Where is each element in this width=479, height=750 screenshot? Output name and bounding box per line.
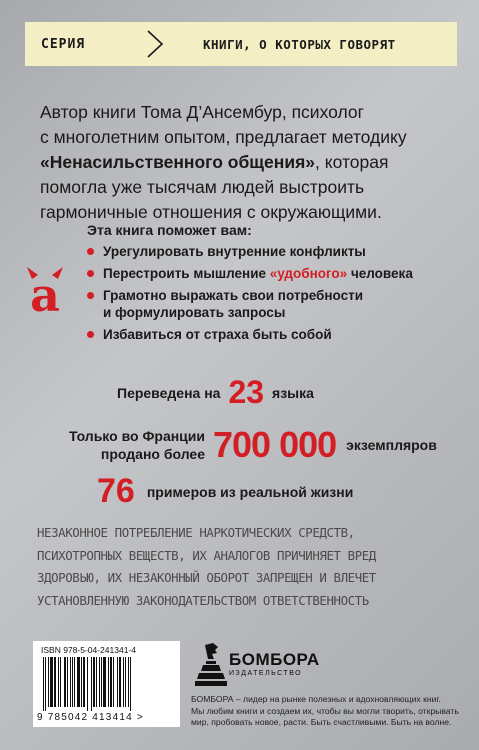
- intro-paragraph: [40, 100, 460, 225]
- barcode-bar: [130, 657, 131, 711]
- barcode-bar: [96, 657, 97, 707]
- intro-line: гармоничные отношения с окружающими.: [40, 202, 382, 222]
- barcode-bar: [72, 657, 73, 707]
- intro-line: с многолетним опытом, предлагает методику: [40, 127, 407, 147]
- sold-stat: Только во Франции продано более 700 000 экземпляров: [68, 424, 437, 465]
- barcode-bar: [74, 657, 75, 707]
- barcode-bar: [67, 657, 68, 707]
- barcode-bar: [108, 657, 109, 707]
- barcode-bars: [41, 657, 173, 711]
- benefits-list: [87, 222, 457, 348]
- series-bar: [25, 22, 457, 66]
- barcode-bar: [113, 657, 114, 707]
- bombora-knight-logo-icon: [191, 641, 231, 689]
- red-dot-bullet-icon: [87, 270, 94, 277]
- red-dot-bullet-icon: [87, 331, 94, 338]
- barcode-bar: [117, 657, 118, 707]
- barcode-bar: [87, 657, 88, 711]
- barcode-bar: [81, 657, 82, 707]
- legal-warning: НЕЗАКОННОЕ ПОТРЕБЛЕНИЕ НАРКОТИЧЕСКИХ СРЕДСТВ, ПСИХОТРОПНЫХ ВЕЩЕСТВ, ИХ АНАЛОГОВ ПРИЧИНЯЕТ ВРЕД ЗДОРОВЬЮ, ИХ НЕЗАКОННЫЙ ОБОРОТ ЗАПРЕЩЕН И ВЛЕЧЕТ УСТАНОВЛЕННУЮ ЗАКОНОДАТЕЛЬСТВОМ ОТВЕТСТВЕННОСТЬ: [37, 525, 376, 608]
- series-label: СЕРИЯ: [41, 36, 86, 52]
- barcode-bar: [125, 657, 126, 707]
- sold-number: 700 000: [213, 424, 337, 465]
- isbn-text: ISBN 978-5-04-241341-4: [41, 645, 136, 655]
- translated-number: 23: [228, 374, 265, 410]
- series-name: КНИГИ, О КОТОРЫХ ГОВОРЯТ: [203, 36, 396, 52]
- barcode-bar: [103, 657, 106, 707]
- barcode-bar: [93, 657, 95, 707]
- red-a-horns-logo-icon: [24, 265, 66, 315]
- red-dot-bullet-icon: [87, 248, 94, 255]
- barcode-bar: [77, 657, 80, 707]
- barcode-bar: [50, 657, 53, 707]
- barcode-bar: [60, 657, 61, 707]
- barcode-bar: [91, 657, 92, 711]
- intro-line: помогла уже тысячам людей выстроить: [40, 177, 365, 197]
- barcode-bar: [123, 657, 124, 707]
- list-item: Перестроить мышление «удобного» человека: [87, 265, 457, 282]
- barcode-bar: [64, 657, 66, 707]
- publisher-description: БОМБОРА – лидер на рынке полезных и вдохновляющих книг. Мы любим книги и создаем их, чтобы вы могли творить, открывать мир, пробовать новое, расти. Быть счастливыми. Быть на волне.: [191, 694, 459, 727]
- barcode-bar: [58, 657, 59, 707]
- list-item: Грамотно выражать свои потребности и формулировать запросы: [87, 287, 457, 321]
- list-item: Избавиться от страха быть собой: [87, 326, 457, 343]
- barcode-bar: [43, 657, 44, 711]
- examples-number: 76: [97, 472, 135, 510]
- intro-line: «Ненасильственного общения», которая: [40, 152, 389, 172]
- barcode-bar: [70, 657, 71, 707]
- translated-stat: Переведена на 23 языка: [117, 374, 314, 410]
- benefits-title: Эта книга поможет вам:: [87, 222, 252, 238]
- barcode-bar: [48, 657, 49, 707]
- barcode-bar: [54, 657, 56, 707]
- publisher-subtitle: ИЗДАТЕЛЬСТВО: [229, 670, 303, 677]
- barcode-digits: 9 785042 413414 >: [37, 712, 144, 723]
- barcode: [33, 641, 180, 727]
- chevron-right-icon: [143, 29, 167, 59]
- list-item: Урегулировать внутренние конфликты: [87, 243, 457, 260]
- barcode-bar: [101, 657, 102, 707]
- barcode-bar: [45, 657, 46, 711]
- publisher-name: БОМБОРА: [229, 650, 320, 669]
- red-dot-bullet-icon: [87, 292, 94, 299]
- barcode-bar: [83, 657, 85, 707]
- svg-text:a: a: [30, 268, 60, 315]
- method-name: «Ненасильственного общения»: [40, 152, 316, 172]
- barcode-bar: [110, 657, 112, 707]
- barcode-bar: [119, 657, 121, 707]
- intro-line: Автор книги Тома Д’Ансембур, психолог: [40, 102, 364, 122]
- barcode-bar: [128, 657, 129, 707]
- examples-stat: 76 примеров из реальной жизни: [97, 472, 354, 510]
- barcode-bar: [99, 657, 100, 707]
